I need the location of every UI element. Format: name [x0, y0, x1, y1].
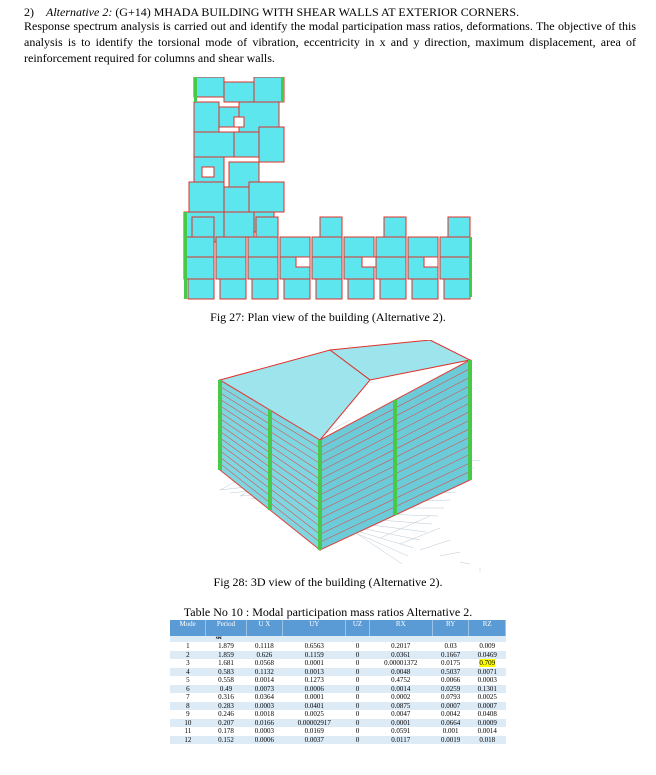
plan-opening	[202, 167, 214, 177]
plan-slab-panel	[259, 127, 284, 162]
plan-slab-panel	[224, 187, 249, 212]
table-cell: 0.626	[246, 651, 283, 660]
plan-slab-panel	[224, 212, 254, 237]
fig27-caption: Fig 27: Plan view of the building (Alternative 2).	[210, 310, 446, 324]
table-cell: 0.0001	[283, 693, 346, 702]
plan-slab-panel	[376, 237, 406, 257]
table-cell: 0.0009	[469, 719, 506, 728]
table-cell: 0.283	[206, 702, 246, 711]
table-row	[170, 676, 506, 685]
table-cell: 0.0793	[432, 693, 469, 702]
table-row	[170, 719, 506, 728]
plan-slab-panel	[256, 217, 278, 237]
table-cell: 0.0037	[283, 736, 346, 745]
table-row	[170, 685, 506, 694]
table-cell: 0.0018	[246, 710, 283, 719]
table-cell: 3	[170, 659, 206, 668]
plan-slab-panel	[188, 279, 214, 299]
ground-grid-line	[460, 562, 470, 564]
plan-slab-panel	[234, 132, 259, 157]
plan-slab-panel	[252, 279, 278, 299]
plan-shear-wall	[281, 77, 284, 102]
table-cell: 0.1667	[432, 651, 469, 660]
table-cell: 0.178	[206, 727, 246, 736]
table-cell: 0.0003	[469, 676, 506, 685]
table-cell: 0.1118	[246, 642, 283, 651]
ground-grid-line	[420, 540, 450, 550]
plan-slab-panel	[412, 279, 438, 299]
table-caption: Table No 10 : Modal participation mass ratios Alternative 2.	[183, 605, 473, 619]
table-cell: 0.0047	[369, 710, 432, 719]
table-cell: 0	[346, 659, 369, 668]
table-cell: 0.0014	[469, 727, 506, 736]
plan-slab-panel	[194, 132, 234, 157]
plan-slab-panel	[384, 217, 406, 237]
table-cell: 0.0001	[369, 719, 432, 728]
plan-opening	[296, 257, 310, 267]
table-cell: 0.0003	[246, 702, 283, 711]
3d-view-figure	[200, 340, 500, 572]
table-cell: 0.49	[206, 685, 246, 694]
plan-slab-panel	[320, 217, 342, 237]
table-cell: 1	[170, 642, 206, 651]
plan-slab-panel	[380, 279, 406, 299]
table-header-cell: RY	[432, 620, 469, 636]
plan-slab-panel	[408, 237, 438, 257]
table-cell: 0.0048	[369, 668, 432, 677]
table-cell: 0.0568	[246, 659, 283, 668]
table-cell: 0	[346, 642, 369, 651]
table-row	[170, 659, 506, 668]
plan-slab-panel	[216, 257, 246, 279]
ground-grid-line	[400, 528, 440, 544]
table-header-cell: UY	[283, 620, 346, 636]
modal-participation-table	[170, 620, 506, 744]
plan-slab-panel	[312, 257, 342, 279]
table-cell: 1.681	[206, 659, 246, 668]
table-cell: 0	[346, 693, 369, 702]
plan-slab-panel	[192, 217, 214, 237]
table-cell: 4	[170, 668, 206, 677]
table-cell: 0	[346, 668, 369, 677]
table-cell: 0.0001	[283, 659, 346, 668]
plan-slab-panel	[184, 257, 214, 279]
table-cell: 0	[346, 702, 369, 711]
plan-slab-panel	[248, 237, 278, 257]
table-cell: 5	[170, 676, 206, 685]
table-cell: 0.0019	[432, 736, 469, 745]
table-cell: 0	[346, 651, 369, 660]
table-cell: 0.0025	[469, 693, 506, 702]
section-heading: 2) Alternative 2: (G+14) MHADA BUILDING WITH SHEAR WALLS AT EXTERIOR CORNERS.	[24, 5, 520, 19]
table-cell: 0.1273	[283, 676, 346, 685]
table-cell: 0	[346, 710, 369, 719]
plan-slab-panel	[312, 237, 342, 257]
plan-slab-panel	[440, 237, 470, 257]
table-cell: 0.0002	[369, 693, 432, 702]
table-cell: 0.00001372	[369, 659, 432, 668]
table-cell: 0.6563	[283, 642, 346, 651]
table-unit-cell: sec	[206, 636, 246, 642]
table-cell: 0.0166	[246, 719, 283, 728]
table-cell: 8	[170, 702, 206, 711]
table-cell: 0.009	[469, 642, 506, 651]
table-cell: 0.0169	[283, 727, 346, 736]
plan-slab-panel	[194, 102, 219, 132]
ground-grid-line	[350, 529, 402, 564]
plan-slab-panel	[184, 237, 214, 257]
plan-slab-panel	[280, 237, 310, 257]
table-cell: 0.1159	[283, 651, 346, 660]
table-cell: 9	[170, 710, 206, 719]
table-cell: 0.03	[432, 642, 469, 651]
table-cell: 0.207	[206, 719, 246, 728]
table-row	[170, 702, 506, 711]
plan-slab-panel	[376, 257, 406, 279]
plan-slab-panel	[216, 237, 246, 257]
table-cell: 1.879	[206, 642, 246, 651]
table-cell: 0	[346, 676, 369, 685]
table-cell: 0.0361	[369, 651, 432, 660]
table-cell: 0	[346, 727, 369, 736]
plan-slab-panel	[194, 77, 224, 97]
table-cell: 0.0007	[469, 702, 506, 711]
fig28-caption: Fig 28: 3D view of the building (Alternative 2).	[213, 575, 443, 589]
table-cell: 6	[170, 685, 206, 694]
table-header-cell: RZ	[469, 620, 506, 636]
table-cell: 12	[170, 736, 206, 745]
table-row	[170, 642, 506, 651]
plan-view-figure	[174, 77, 480, 309]
plan-slab-panel	[344, 237, 374, 257]
table-row	[170, 668, 506, 677]
intro-paragraph: Response spectrum analysis is carried out and identify the modal participation mass ratios, deformations. The objective of this analysis is to identify the torsional mode of vibration, eccentricity in x and y direction, maximum displacement, area of reinforcement required for columns and shear walls.	[24, 19, 636, 65]
table-cell: 0.2017	[369, 642, 432, 651]
plan-slab-panel	[440, 257, 470, 279]
table-cell: 0.0117	[369, 736, 432, 745]
table-cell: 0.0408	[469, 710, 506, 719]
table-cell: 10	[170, 719, 206, 728]
table-header-cell: U X	[246, 620, 283, 636]
table-header-cell: RX	[369, 620, 432, 636]
plan-opening	[362, 257, 376, 267]
plan-slab-panel	[220, 279, 246, 299]
table-row	[170, 710, 506, 719]
table-cell: 0.152	[206, 736, 246, 745]
table-cell: 0.0364	[246, 693, 283, 702]
table-cell: 0.4752	[369, 676, 432, 685]
table-cell: 0.0591	[369, 727, 432, 736]
table-row	[170, 651, 506, 660]
table-cell: 0.018	[469, 736, 506, 745]
plan-slab-panel	[224, 82, 254, 102]
table-cell: 0.0014	[246, 676, 283, 685]
table-cell: 0.0025	[283, 710, 346, 719]
table-cell: 0.0006	[283, 685, 346, 694]
table-cell: 0	[346, 719, 369, 728]
plan-slab-panel	[348, 279, 374, 299]
table-cell: 0.1301	[469, 685, 506, 694]
table-cell: 0.0071	[469, 668, 506, 677]
table-row	[170, 693, 506, 702]
table-cell: 0.0003	[246, 727, 283, 736]
plan-shear-wall	[469, 237, 472, 297]
table-cell: 2	[170, 651, 206, 660]
plan-opening	[234, 117, 244, 127]
table-row	[170, 736, 506, 745]
table-cell: 0	[346, 685, 369, 694]
table-cell: 0.558	[206, 676, 246, 685]
plan-slab-panel	[249, 182, 284, 212]
table-cell: 0.0175	[432, 659, 469, 668]
plan-slab-panel	[189, 182, 224, 212]
table-cell: 0.00002917	[283, 719, 346, 728]
heading-rest: (G+14) MHADA BUILDING WITH SHEAR WALLS AT EXTERIOR CORNERS.	[112, 5, 520, 19]
table-cell: 0.0066	[432, 676, 469, 685]
table-cell: 0.001	[432, 727, 469, 736]
table-cell: 0.583	[206, 668, 246, 677]
table-cell: 0.246	[206, 710, 246, 719]
table-cell: 0.709	[469, 659, 506, 668]
table-cell: 0.0007	[432, 702, 469, 711]
table-cell: 11	[170, 727, 206, 736]
table-header-cell: Mode	[170, 620, 206, 636]
table-header-cell: Period	[206, 620, 246, 636]
plan-slab-panel	[254, 77, 284, 102]
table-cell: 0	[346, 736, 369, 745]
heading-italic: Alternative 2:	[46, 5, 113, 19]
plan-slab-panel	[284, 279, 310, 299]
table-cell: 1.859	[206, 651, 246, 660]
plan-shear-wall	[194, 77, 197, 102]
plan-slab-panel	[248, 257, 278, 279]
ground-grid-line	[440, 552, 460, 556]
table-header-cell: UZ	[346, 620, 369, 636]
table-cell: 0.0042	[432, 710, 469, 719]
table-cell: 0.0259	[432, 685, 469, 694]
table-cell: 0.0875	[369, 702, 432, 711]
plan-slab-panel	[444, 279, 470, 299]
table-cell: 0.0073	[246, 685, 283, 694]
table-cell: 0.0014	[369, 685, 432, 694]
table-cell: 0.0401	[283, 702, 346, 711]
plan-slab-panel	[316, 279, 342, 299]
table-cell: 0.316	[206, 693, 246, 702]
plan-shear-wall	[184, 237, 187, 299]
table-cell: 0.0006	[246, 736, 283, 745]
table-cell: 0.0469	[469, 651, 506, 660]
table-row	[170, 727, 506, 736]
table-cell: 0.0664	[432, 719, 469, 728]
table-cell: 0.5037	[432, 668, 469, 677]
plan-slab-panel	[448, 217, 470, 237]
table-cell: 0.0013	[283, 668, 346, 677]
table-cell: 0.1132	[246, 668, 283, 677]
plan-opening	[424, 257, 438, 267]
table-cell: 7	[170, 693, 206, 702]
